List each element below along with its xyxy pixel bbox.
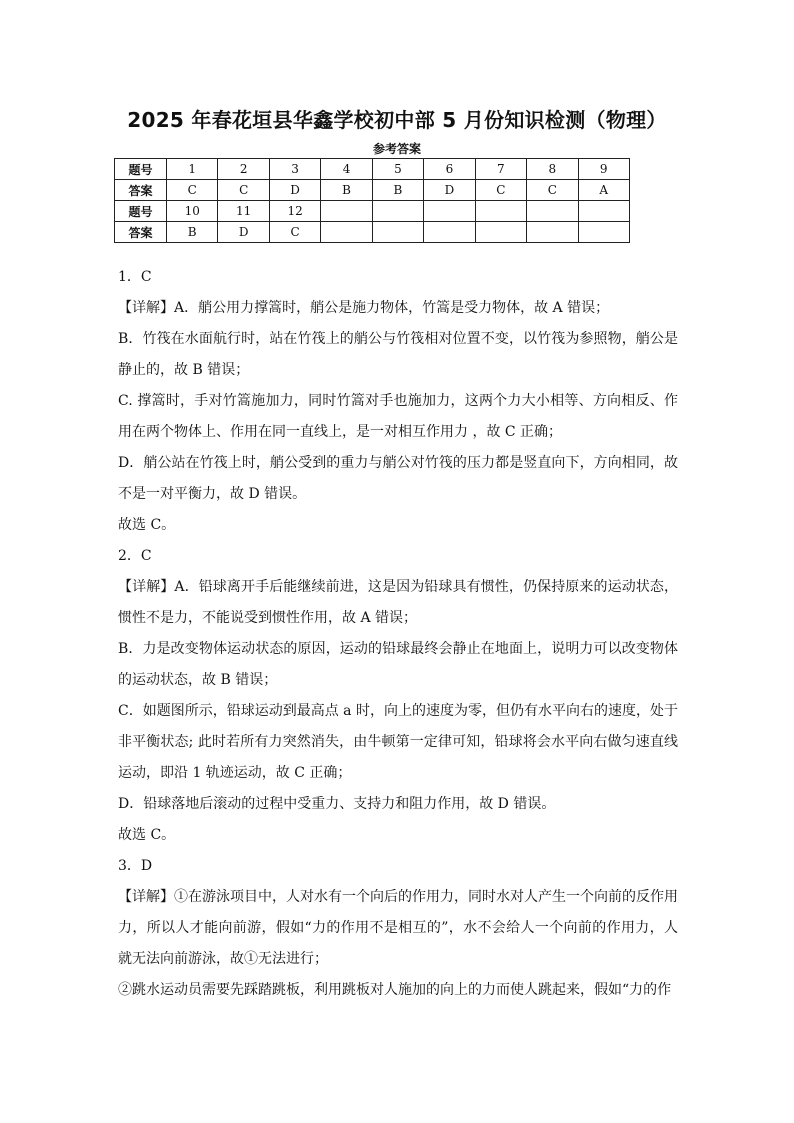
- table-cell: 12: [269, 201, 320, 222]
- table-cell: 3: [269, 159, 320, 180]
- table-cell: D: [218, 222, 269, 243]
- table-cell: [527, 201, 578, 222]
- explanation-paragraph: 【详解】A．艄公用力撑篙时，艄公是施力物体，竹篙是受力物体，故 A 错误；: [118, 300, 610, 316]
- document-title: 2025 年春花垣县华鑫学校初中部 5 月份知识检测（物理）: [127, 108, 667, 132]
- explanation-paragraph: 2．C: [118, 548, 152, 564]
- table-cell: [321, 222, 372, 243]
- table-cell: [527, 222, 578, 243]
- table-cell: D: [269, 180, 320, 201]
- table-cell: 9: [578, 159, 630, 180]
- table-cell: [578, 222, 630, 243]
- table-cell: 11: [218, 201, 269, 222]
- table-cell: A: [578, 180, 630, 201]
- explanation-paragraph: 故选 C。: [118, 517, 176, 533]
- table-cell: [424, 222, 475, 243]
- table-row-header: 答案: [115, 180, 167, 201]
- explanation-paragraph: 故选 C。: [118, 827, 176, 843]
- table-cell: [475, 201, 526, 222]
- explanation-paragraph: D．铅球落地后滚动的过程中受重力、支持力和阻力作用，故 D 错误。: [118, 796, 556, 812]
- table-cell: C: [218, 180, 269, 201]
- document-subtitle: 参考答案: [372, 142, 421, 156]
- table-row: [115, 180, 630, 201]
- table-cell: 8: [527, 159, 578, 180]
- table-row-header: 题号: [115, 159, 167, 180]
- table-cell: [578, 201, 630, 222]
- table-cell: 6: [424, 159, 475, 180]
- table-cell: 10: [167, 201, 218, 222]
- table-cell: C: [269, 222, 320, 243]
- table-cell: 1: [167, 159, 218, 180]
- table-cell: [475, 222, 526, 243]
- table-row: [115, 201, 630, 222]
- explanation-paragraph: ②跳水运动员需要先踩踏跳板，利用跳板对人施加的向上的力而使人跳起来，假如“力的作: [118, 982, 672, 998]
- table-cell: B: [372, 180, 423, 201]
- explanation-paragraph: 【详解】①在游泳项目中，人对水有一个向后的作用力，同时水对人产生一个向前的反作用力，所以人才能向前游，假如“力的作用不是相互的”，水不会给人一个向前的作用力，人就无法向前游泳，故①无法进行；: [118, 889, 678, 967]
- table-cell: C: [167, 180, 218, 201]
- table-cell: C: [475, 180, 526, 201]
- explanation-paragraph: B．力是改变物体运动状态的原因，运动的铅球最终会静止在地面上，说明力可以改变物体的运动状态，故 B 错误；: [118, 641, 678, 688]
- table-row-header: 答案: [115, 222, 167, 243]
- table-cell: [372, 201, 423, 222]
- explanation-paragraph: D．艄公站在竹筏上时，艄公受到的重力与艄公对竹筏的压力都是竖直向下，方向相同，故不是一对平衡力，故 D 错误。: [118, 455, 678, 502]
- table-cell: 4: [321, 159, 372, 180]
- table-cell: [424, 201, 475, 222]
- explanation-paragraph: 1．C: [118, 269, 152, 285]
- table-row-header: 题号: [115, 201, 167, 222]
- table-cell: 5: [372, 159, 423, 180]
- explanation-paragraph: C．如题图所示，铅球运动到最高点 a 时，向上的速度为零，但仍有水平向右的速度，处于非平衡状态; 此时若所有力突然消失，由牛顿第一定律可知，铅球将会水平向右做匀速直线运动，即沿 1 轨迹运动，故 C 正确；: [118, 703, 678, 781]
- explanation-paragraph: 【详解】A．铅球离开手后能继续前进，这是因为铅球具有惯性，仍保持原来的运动状态，惯性不是力，不能说受到惯性作用，故 A 错误；: [118, 579, 678, 626]
- explanation-paragraph: 3．D: [118, 858, 153, 874]
- table-row: [115, 222, 630, 243]
- table-cell: B: [321, 180, 372, 201]
- table-cell: [372, 222, 423, 243]
- table-cell: [321, 201, 372, 222]
- explanation-content: [118, 262, 678, 1006]
- explanation-paragraph: C. 撑篙时，手对竹篙施加力，同时竹篙对手也施加力，这两个力大小相等、方向相反、作用在两个物体上、作用在同一直线上，是一对相互作用力 ，故 C 正确；: [118, 393, 678, 440]
- table-row: [115, 159, 630, 180]
- table-cell: 7: [475, 159, 526, 180]
- explanation-paragraph: B．竹筏在水面航行时，站在竹筏上的艄公与竹筏相对位置不变，以竹筏为参照物，艄公是静止的，故 B 错误；: [118, 331, 678, 378]
- table-cell: 2: [218, 159, 269, 180]
- table-cell: B: [167, 222, 218, 243]
- table-cell: C: [527, 180, 578, 201]
- table-cell: D: [424, 180, 475, 201]
- answer-table: [114, 158, 630, 243]
